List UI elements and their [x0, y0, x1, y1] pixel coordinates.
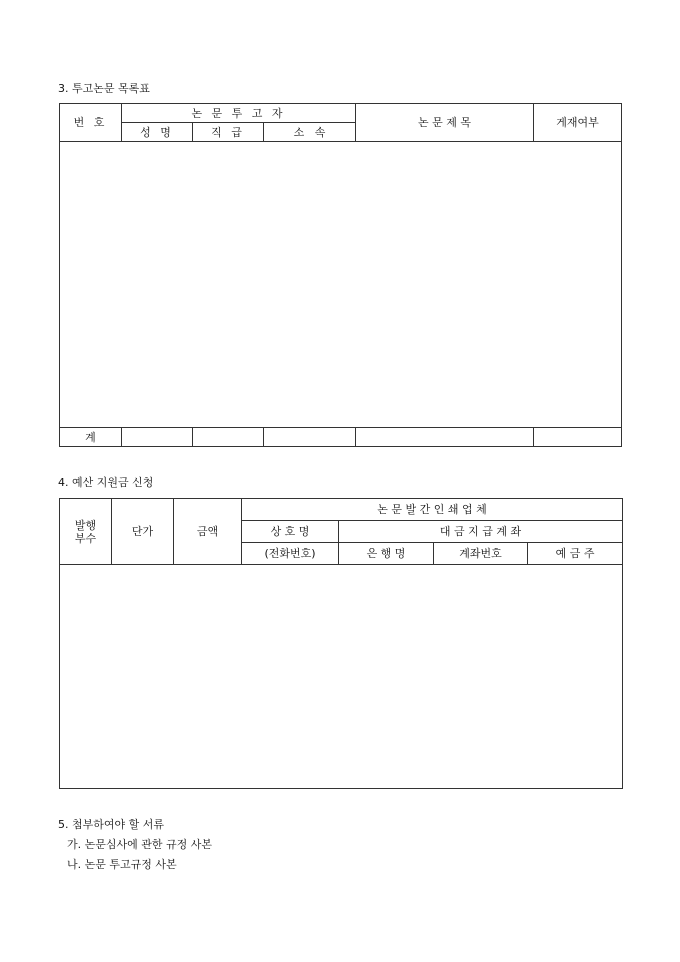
- attachment-item-2: 나. 논문 투고규정 사본: [67, 858, 177, 871]
- header-rank: 직 급: [193, 123, 264, 142]
- header-amount: 금액: [174, 499, 242, 565]
- header-affiliation: 소 속: [264, 123, 356, 142]
- section4-heading: 4. 예산 지원금 신청: [58, 476, 154, 489]
- paper-list-body: [60, 142, 622, 428]
- header-number: 번 호: [60, 104, 122, 142]
- total-affiliation-cell: [264, 428, 356, 447]
- header-unit-price: 단가: [112, 499, 174, 565]
- budget-table: [59, 498, 623, 789]
- total-label: 계: [60, 428, 122, 447]
- attachment-item-1: 가. 논문심사에 관한 규정 사본: [67, 838, 212, 851]
- total-published-cell: [534, 428, 622, 447]
- header-bank: 은 행 명: [339, 543, 434, 565]
- header-account-number: 계좌번호: [434, 543, 528, 565]
- section5-heading: 5. 첨부하여야 할 서류: [58, 818, 164, 831]
- total-name-cell: [122, 428, 193, 447]
- header-company: 상 호 명: [242, 521, 339, 543]
- header-published: 게재여부: [534, 104, 622, 142]
- header-name: 성 명: [122, 123, 193, 142]
- header-phone: (전화번호): [242, 543, 339, 565]
- header-submitter: 논 문 투 고 자: [122, 104, 356, 123]
- paper-list-table: [59, 103, 622, 447]
- header-account-group: 대 금 지 급 계 좌: [339, 521, 623, 543]
- total-rank-cell: [193, 428, 264, 447]
- section3-heading: 3. 투고논문 목록표: [58, 82, 150, 95]
- header-holder: 예 금 주: [528, 543, 623, 565]
- header-paper-title: 논 문 제 목: [356, 104, 534, 142]
- total-title-cell: [356, 428, 534, 447]
- header-printer: 논 문 발 간 인 쇄 업 체: [242, 499, 623, 521]
- header-copies: 발행 부수: [60, 499, 112, 565]
- budget-body: [60, 565, 623, 789]
